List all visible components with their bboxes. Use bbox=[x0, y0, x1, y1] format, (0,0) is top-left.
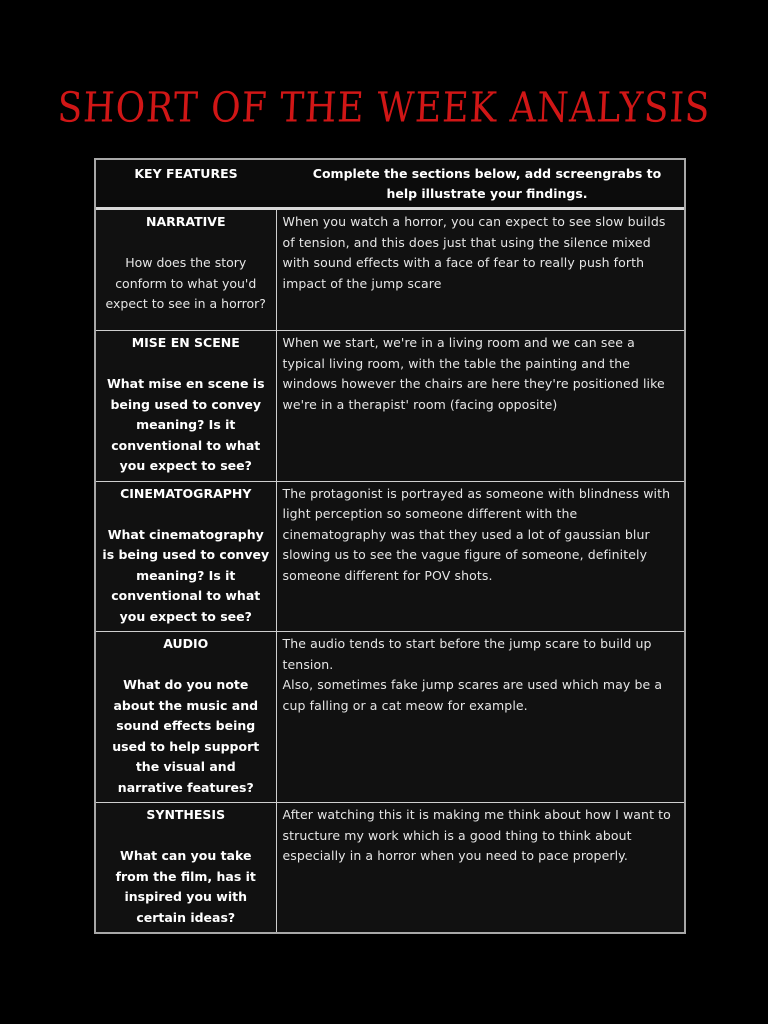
response-cell[interactable] bbox=[276, 209, 684, 331]
feature-label: SYNTHESIS bbox=[146, 807, 226, 822]
page-title: SHORT OF THE WEEK ANALYSIS bbox=[56, 84, 712, 133]
response-cell[interactable] bbox=[276, 331, 684, 482]
response-cell[interactable] bbox=[276, 632, 684, 803]
response-text: The protagonist is portrayed as someone with blindness with light perception so someone different with the cinematography was that they used a lot of gaussian blur slowing us to see the vague figure of someone, definitely someone different for POV shots. bbox=[282, 485, 671, 583]
feature-question: What can you take from the film, has it inspired you with certain ideas? bbox=[115, 848, 256, 925]
feature-cell bbox=[96, 209, 276, 331]
feature-label: MISE EN SCENE bbox=[131, 335, 240, 350]
feature-question: How does the story conform to what you'd expect to see in a horror? bbox=[105, 255, 266, 311]
feature-cell bbox=[96, 331, 276, 482]
response-cell[interactable] bbox=[276, 803, 684, 933]
feature-label: NARRATIVE bbox=[146, 214, 226, 229]
table-row-cinematography bbox=[96, 481, 684, 632]
feature-question: What do you note about the music and sound effects being used to help support the visual and narrative features? bbox=[112, 677, 260, 795]
header-instructions: Complete the sections below, add screengrabs to help illustrate your findings. bbox=[276, 160, 684, 209]
table-row-narrative bbox=[96, 209, 684, 331]
table-row-audio bbox=[96, 632, 684, 803]
table-header-row bbox=[96, 160, 684, 209]
response-cell[interactable] bbox=[276, 481, 684, 632]
header-key-features: KEY FEATURES bbox=[96, 160, 276, 209]
response-text: After watching this it is making me think about how I want to structure my work which is a good thing to think about especially in a horror when you need to pace properly. bbox=[282, 807, 671, 863]
feature-label: AUDIO bbox=[163, 636, 209, 651]
table-row-synthesis bbox=[96, 803, 684, 933]
response-text: The audio tends to start before the jump scare to build up tension. Also, sometimes fake jump scares are used which may be a cup falling or a cat meow for example. bbox=[282, 636, 663, 713]
response-text: When we start, we're in a living room and we can see a typical living room, with the table the painting and the windows however the chairs are here they're positioned like we're in a therapist' room (facing opposite) bbox=[282, 335, 665, 412]
feature-question: What cinematography is being used to convey meaning? Is it conventional to what you expect to see? bbox=[102, 526, 270, 624]
feature-label: CINEMATOGRAPHY bbox=[120, 485, 252, 501]
feature-question: What mise en scene is being used to convey meaning? Is it conventional to what you expect to see? bbox=[106, 376, 265, 473]
feature-cell bbox=[96, 481, 276, 632]
feature-cell bbox=[96, 803, 276, 933]
feature-cell bbox=[96, 632, 276, 803]
analysis-table bbox=[94, 158, 686, 934]
table-row-mise-en-scene bbox=[96, 331, 684, 482]
response-text: When you watch a horror, you can expect to see slow builds of tension, and this does just that using the silence mixed with sound effects with a face of fear to really push forth impact of the jump scare bbox=[282, 214, 666, 291]
